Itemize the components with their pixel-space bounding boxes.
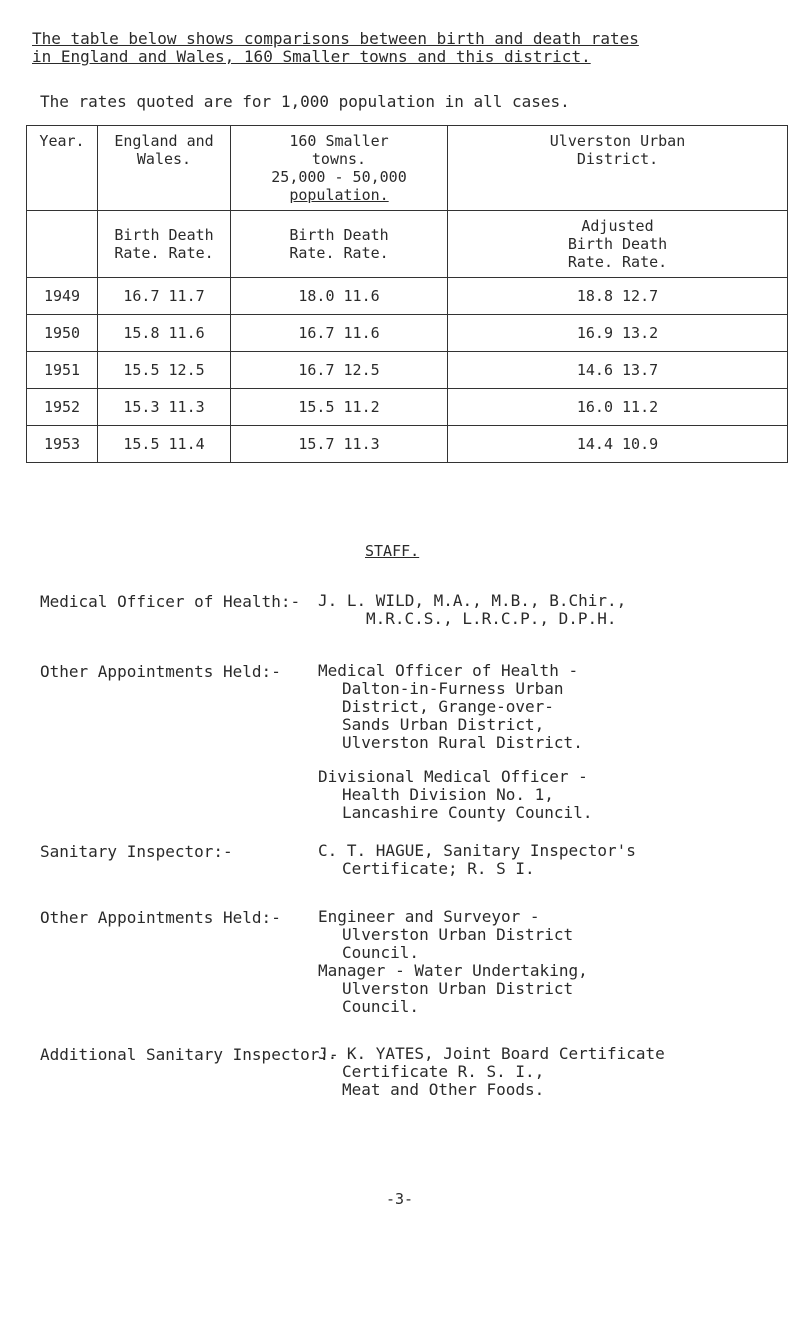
cell-ul: 14.6 13.7 bbox=[448, 352, 788, 389]
header-year: Year. bbox=[27, 126, 98, 211]
table-row bbox=[27, 389, 788, 426]
staff-desc-line: Ulverston Urban District bbox=[342, 979, 574, 998]
subheader-ew bbox=[98, 211, 231, 278]
table-header-row bbox=[27, 126, 788, 211]
header-ew-line: England and bbox=[114, 132, 214, 150]
header-smaller-towns bbox=[231, 126, 448, 211]
intro-text bbox=[32, 30, 772, 66]
cell-year: 1950 bbox=[27, 315, 98, 352]
table-row bbox=[27, 315, 788, 352]
rates-table bbox=[26, 125, 788, 463]
staff-description bbox=[318, 842, 788, 878]
header-ul-line: District. bbox=[576, 150, 659, 168]
staff-description bbox=[318, 1045, 788, 1099]
staff-desc-line: J. K. YATES, Joint Board Certificate bbox=[318, 1044, 665, 1063]
staff-desc-line: Certificate R. S. I., bbox=[342, 1062, 545, 1081]
cell-year: 1952 bbox=[27, 389, 98, 426]
staff-role-label: Medical Officer of Health:- bbox=[40, 592, 301, 611]
subheader-adjusted: Adjusted bbox=[581, 217, 654, 235]
cell-ew: 15.3 11.3 bbox=[98, 389, 231, 426]
cell-st: 18.0 11.6 bbox=[231, 278, 448, 315]
staff-description bbox=[318, 768, 788, 822]
cell-st: 16.7 11.6 bbox=[231, 315, 448, 352]
subheader-ul bbox=[448, 211, 788, 278]
page-number: -3- bbox=[386, 1190, 414, 1208]
rates-note: The rates quoted are for 1,000 population in all cases. bbox=[40, 92, 570, 111]
staff-desc-line: Sands Urban District, bbox=[342, 715, 545, 734]
staff-role-label: Additional Sanitary Inspector:- bbox=[40, 1045, 339, 1064]
staff-desc-line: Lancashire County Council. bbox=[342, 803, 593, 822]
intro-line-2: in England and Wales, 160 Smaller towns and this district. bbox=[32, 47, 591, 66]
staff-description bbox=[318, 908, 788, 1016]
staff-desc-line: Health Division No. 1, bbox=[342, 785, 554, 804]
header-st-line: population. bbox=[289, 186, 389, 204]
cell-st: 16.7 12.5 bbox=[231, 352, 448, 389]
cell-ew: 15.5 12.5 bbox=[98, 352, 231, 389]
cell-ew: 16.7 11.7 bbox=[98, 278, 231, 315]
staff-desc-line: Engineer and Surveyor - bbox=[318, 907, 540, 926]
staff-role-label: Other Appointments Held:- bbox=[40, 908, 281, 927]
header-england-wales bbox=[98, 126, 231, 211]
staff-desc-line: C. T. HAGUE, Sanitary Inspector's bbox=[318, 841, 636, 860]
subheader-rate-rate: Rate. Rate. bbox=[567, 253, 668, 271]
cell-ul: 16.9 13.2 bbox=[448, 315, 788, 352]
staff-desc-line: Meat and Other Foods. bbox=[342, 1080, 545, 1099]
staff-desc-line: Medical Officer of Health - bbox=[318, 661, 579, 680]
staff-description bbox=[318, 592, 788, 628]
header-st-line: towns. bbox=[311, 150, 367, 168]
subheader-rate-rate: Rate. Rate. bbox=[289, 244, 389, 262]
header-st-line: 160 Smaller bbox=[289, 132, 389, 150]
header-ew-line: Wales. bbox=[136, 150, 192, 168]
cell-year: 1949 bbox=[27, 278, 98, 315]
cell-ul: 14.4 10.9 bbox=[448, 426, 788, 463]
table-row bbox=[27, 426, 788, 463]
subheader-birth-death: Birth Death bbox=[289, 226, 389, 244]
table-subheader-row bbox=[27, 211, 788, 278]
staff-desc-line: Manager - Water Undertaking, bbox=[318, 961, 588, 980]
staff-desc-line: J. L. WILD, M.A., M.B., B.Chir., bbox=[318, 591, 627, 610]
subheader-st bbox=[231, 211, 448, 278]
table-row bbox=[27, 278, 788, 315]
cell-st: 15.7 11.3 bbox=[231, 426, 448, 463]
subheader-birth-death: Birth Death bbox=[567, 235, 668, 253]
staff-desc-line: Certificate; R. S I. bbox=[342, 859, 535, 878]
staff-desc-line: Council. bbox=[342, 997, 420, 1016]
intro-line-1: The table below shows comparisons between birth and death rates bbox=[32, 29, 639, 48]
cell-ew: 15.8 11.6 bbox=[98, 315, 231, 352]
staff-description bbox=[318, 662, 788, 752]
header-ul-line: Ulverston Urban bbox=[549, 132, 686, 150]
cell-year: 1951 bbox=[27, 352, 98, 389]
staff-desc-line: Ulverston Urban District bbox=[342, 925, 574, 944]
staff-desc-line: Divisional Medical Officer - bbox=[318, 767, 588, 786]
cell-year: 1953 bbox=[27, 426, 98, 463]
staff-heading: STAFF. bbox=[365, 542, 420, 560]
subheader-rate-rate: Rate. Rate. bbox=[114, 244, 214, 262]
staff-desc-line: M.R.C.S., L.R.C.P., D.P.H. bbox=[366, 609, 617, 628]
staff-desc-line: Ulverston Rural District. bbox=[342, 733, 583, 752]
staff-role-label: Other Appointments Held:- bbox=[40, 662, 281, 681]
subheader-birth-death: Birth Death bbox=[114, 226, 214, 244]
staff-desc-line: District, Grange-over- bbox=[342, 697, 554, 716]
cell-st: 15.5 11.2 bbox=[231, 389, 448, 426]
header-st-line: 25,000 - 50,000 bbox=[271, 168, 407, 186]
cell-ul: 16.0 11.2 bbox=[448, 389, 788, 426]
table-row bbox=[27, 352, 788, 389]
header-ulverston bbox=[448, 126, 788, 211]
subheader-year-empty bbox=[27, 211, 98, 278]
cell-ul: 18.8 12.7 bbox=[448, 278, 788, 315]
staff-desc-line: Council. bbox=[342, 943, 420, 962]
staff-role-label: Sanitary Inspector:- bbox=[40, 842, 233, 861]
cell-ew: 15.5 11.4 bbox=[98, 426, 231, 463]
staff-desc-line: Dalton-in-Furness Urban bbox=[342, 679, 564, 698]
